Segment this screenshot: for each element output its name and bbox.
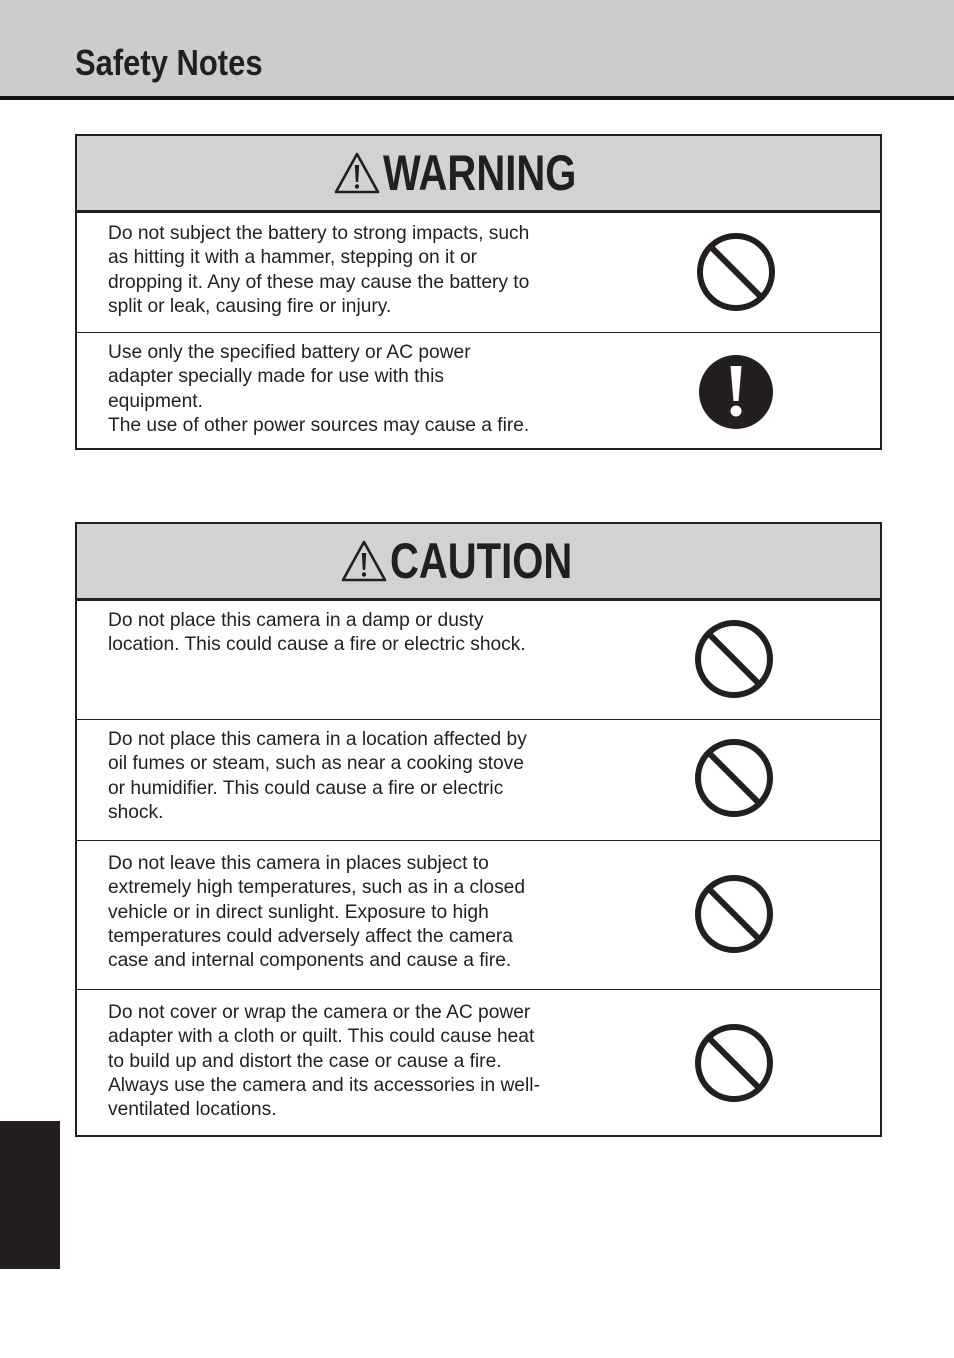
prohibition-icon	[694, 1023, 774, 1103]
prohibition-icon	[694, 874, 774, 954]
caution-header	[77, 524, 880, 600]
caution-item	[77, 840, 880, 989]
caution-item-text: Do not leave this camera in places subject to extremely high temperatures, such as in a closed vehicle or in direct sunlight. Exposure to high temperatures could adversely affect the camera case and internal components and cause a fire.	[108, 853, 526, 972]
caution-item	[77, 989, 880, 1135]
warning-header	[77, 136, 880, 212]
page-title: Safety Notes	[75, 42, 263, 83]
warning-panel	[75, 134, 882, 450]
caution-title: CAUTION	[389, 533, 572, 589]
caution-item-text: Do not cover or wrap the camera or the AC power adapter with a cloth or quilt. This could cause heat to build up and distort the case or cause a fire. Always use the camera and its accessories in well- ventilated locations.	[108, 1002, 540, 1121]
side-index-tab	[0, 1121, 60, 1269]
mandatory-action-icon	[696, 352, 776, 432]
warning-item	[77, 212, 880, 332]
warning-title: WARNING	[382, 145, 576, 201]
caution-item	[77, 719, 880, 840]
prohibition-icon	[694, 619, 774, 699]
warning-item	[77, 332, 880, 448]
warning-triangle-icon	[333, 151, 381, 195]
prohibition-icon	[694, 738, 774, 818]
caution-item-text: Do not place this camera in a damp or dusty location. This could cause a fire or electric shock.	[108, 610, 526, 656]
warning-item-text: Do not subject the battery to strong impacts, such as hitting it with a hammer, stepping on it or dropping it. Any of these may cause the battery to split or leak, causing fire or injury.	[108, 223, 530, 317]
caution-item-text: Do not place this camera in a location affected by oil fumes or steam, such as near a cooking stove or humidifier. This could cause a fire or electric shock.	[108, 729, 527, 823]
prohibition-icon	[696, 232, 776, 312]
caution-item	[77, 600, 880, 719]
caution-triangle-icon	[340, 539, 388, 583]
warning-item-text: Use only the specified battery or AC power adapter specially made for use with this equipment. The use of other power sources may cause a fire.	[108, 342, 530, 436]
caution-panel	[75, 522, 882, 1137]
